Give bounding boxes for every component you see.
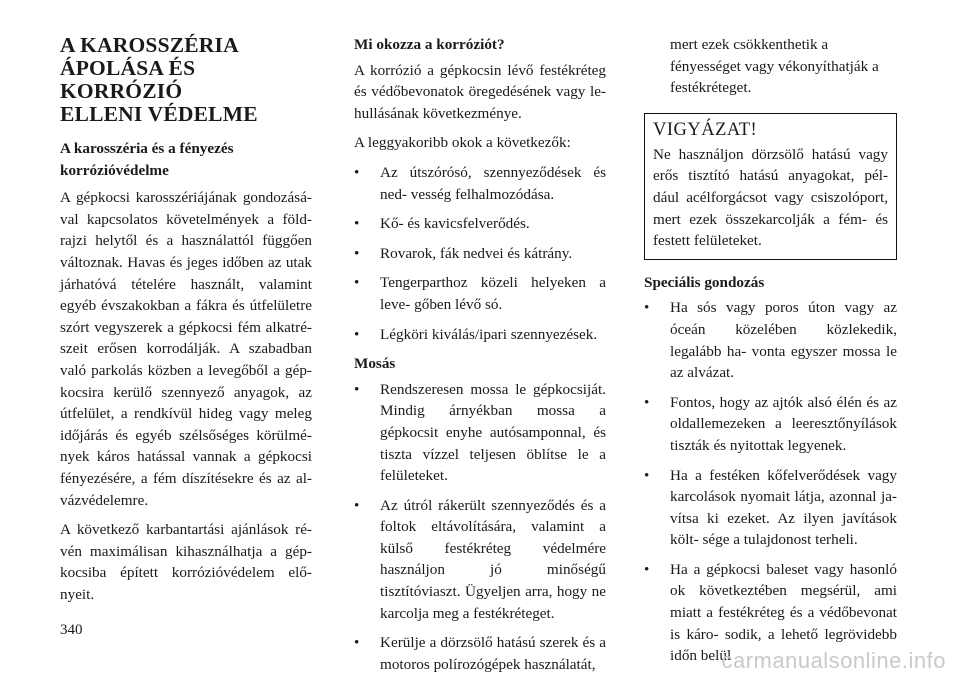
section-title-line: ÁPOLÁSA ÉS KORRÓZIÓ [60, 56, 196, 103]
warning-text: Ne használjon dörzsölő hatású vagy erős tisztító hatású anyagokat, pél- dául acélforgácsot vagy csiszolóport, mert ezek összekarcolják a fém- és festett felületeket. [653, 145, 888, 250]
washing-heading: Mosás [354, 355, 396, 373]
section-title-line: ELLENI VÉDELME [60, 102, 258, 126]
body-paragraph: A korrózió a gépkocsin lévő festékréteg és védőbevonatok öregedésének vagy le- hullásának következménye. [354, 61, 606, 122]
page-number: 340 [60, 622, 83, 638]
column-1 [60, 34, 312, 613]
warning-box [644, 113, 897, 260]
special-care-heading: Speciális gondozás [644, 273, 765, 291]
column-3 [644, 34, 897, 675]
list-item: • Légköri kiválás/ipari szennyezések. [354, 324, 606, 346]
subsection-heading-line: A karosszéria és a fényezés [60, 140, 234, 157]
list-item: • Kő- és kavicsfelverődés. [354, 213, 606, 235]
list-item: • Az útról rákerült szennyeződés és a foltok eltávolítására, valamint a külső festékréteg védelmére használjon jó minőségű tisztítóviaszt. Ügyeljen arra, hogy ne karcolja meg a festékréteget. [354, 495, 606, 625]
list-item: • Ha a gépkocsi baleset vagy hasonló ok következtében megsérül, ami miatt a festékréteg és a védőbevonat is káro- sodik, a lehető legrövidebb időn belül [644, 559, 897, 667]
list-item: • Ha a festéken kőfelverődések vagy karcolások nyomait látja, azonnal ja- vítsa ki ezeket. Az ilyen javítások költ- sége a tulajdonost terheli. [644, 465, 897, 551]
list-item: • Kerülje a dörzsölő hatású szerek és a motoros polírozógépek használatát, [354, 632, 606, 675]
causes-list [354, 162, 606, 345]
list-item: • Fontos, hogy az ajtók alsó élén és az oldallemezeken a leeresztőnyílások tiszták és nyitottak legyenek. [644, 392, 897, 457]
list-item: • Az útszórósó, szennyeződések és ned- vesség felhalmozódása. [354, 162, 606, 205]
section-title [60, 34, 312, 126]
subsection-heading [60, 138, 312, 181]
list-intro: A leggyakoribb okok a következők: [354, 134, 571, 152]
section-title-line: A KAROSSZÉRIA [60, 33, 239, 57]
body-paragraph: A gépkocsi karosszériájának gondozásá- val kapcsolatos követelmények a föld- rajzi helytől és a használattól függően változnak. Havas és jeges időben az utak járhatóvá tételére használt, valamint egyéb évszakokban a fákra és útfelületre szórt vegyszerek a gépkocsi fém alkatré- szeit erősen korrodálják. A szabadban való parkolás közben a levegőből a gép- kocsira kerülő szennyező anyagok, az útfelület, a rendkívül hideg vagy meleg időjárás és egyéb szélsőséges körülmé- nyek káros hatással vannak a gépkocsi fényezésére, a fém díszítésekre és az al- vázvédelemre. [60, 189, 312, 509]
corrosion-cause-heading: Mi okozza a korróziót? [354, 36, 505, 53]
subsection-heading-line: korrózióvédelme [60, 161, 169, 179]
washing-list [354, 379, 606, 676]
warning-title: VIGYÁZAT! [653, 119, 758, 140]
list-item: • Ha sós vagy poros úton vagy az óceán közelében közlekedik, legalább ha- vonta egyszer mossa le az alvázat. [644, 297, 897, 383]
watermark: carmanualsonline.info [721, 648, 946, 673]
body-paragraph: A következő karbantartási ajánlások ré- vén maximálisan kihasználhatja a gép- kocsiba épített korrózióvédelem elő- nyeit. [60, 521, 312, 603]
special-care-list [644, 297, 897, 667]
column-2 [354, 34, 606, 683]
list-item: • Rovarok, fák nedvei és kátrány. [354, 243, 606, 265]
list-item: • Tengerparthoz közeli helyeken a leve- gőben lévő só. [354, 272, 606, 315]
continued-text: mert ezek csökkenthetik a fényességet vagy vékonyíthatják a festékréteget. [670, 36, 879, 97]
list-item: • Rendszeresen mossa le gépkocsiját. Mindig árnyékban mossa a gépkocsit enyhe autósamponnal, és tiszta vízzel teljesen öblítse le a felületeket. [354, 379, 606, 487]
